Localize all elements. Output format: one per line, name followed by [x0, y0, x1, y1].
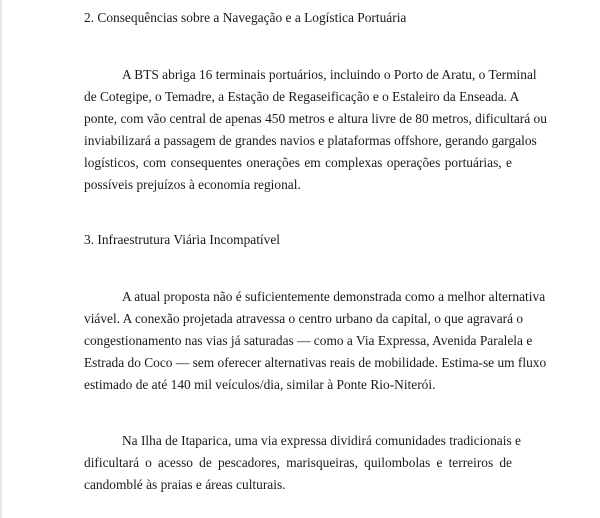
- paragraph-line: A BTS abriga 16 terminais portuários, incluindo o Porto de Aratu, o Terminal: [122, 67, 537, 82]
- paragraph-line: congestionamento nas vias já saturadas — como a Via Expressa, Avenida Paralela e: [84, 333, 533, 348]
- paragraph-line: possíveis prejuízos à economia regional.: [84, 177, 301, 192]
- paragraph-line: logísticos, com consequentes onerações em complexas operações portuárias, e: [84, 155, 512, 170]
- paragraph-line: inviabilizará a passagem de grandes navios e plataformas offshore, gerando gargalos: [84, 133, 537, 148]
- paragraph-line: estimado de até 140 mil veículos/dia, similar à Ponte Rio-Niterói.: [84, 377, 436, 392]
- section-heading-2: 2. Consequências sobre a Navegação e a Logística Portuária: [84, 10, 407, 25]
- paragraph-line: de Cotegipe, o Temadre, a Estação de Regaseificação e o Estaleiro da Enseada. A: [84, 89, 520, 104]
- paragraph-line: Na Ilha de Itaparica, uma via expressa dividirá comunidades tradicionais e: [122, 433, 521, 448]
- paragraph-line: ponte, com vão central de apenas 450 metros e altura livre de 80 metros, dificultará ou: [84, 111, 547, 126]
- paragraph-navigation: [84, 64, 547, 196]
- paragraph-road-infrastructure: [84, 286, 547, 396]
- page-edge-divider: [0, 0, 2, 518]
- paragraph-line: viável. A conexão projetada atravessa o centro urbano da capital, o que agravará o: [84, 311, 524, 326]
- paragraph-itaparica: [84, 430, 521, 496]
- paragraph-line: Estrada do Coco — sem oferecer alternativas reais de mobilidade. Estima-se um fluxo: [84, 355, 547, 370]
- section-heading-3: 3. Infraestrutura Viária Incompatível: [84, 232, 281, 247]
- paragraph-line: dificultará o acesso de pescadores, marisqueiras, quilombolas e terreiros de: [84, 455, 512, 470]
- paragraph-line: A atual proposta não é suficientemente demonstrada como a melhor alternativa: [122, 289, 546, 304]
- paragraph-line: candomblé às praias e áreas culturais.: [84, 477, 286, 492]
